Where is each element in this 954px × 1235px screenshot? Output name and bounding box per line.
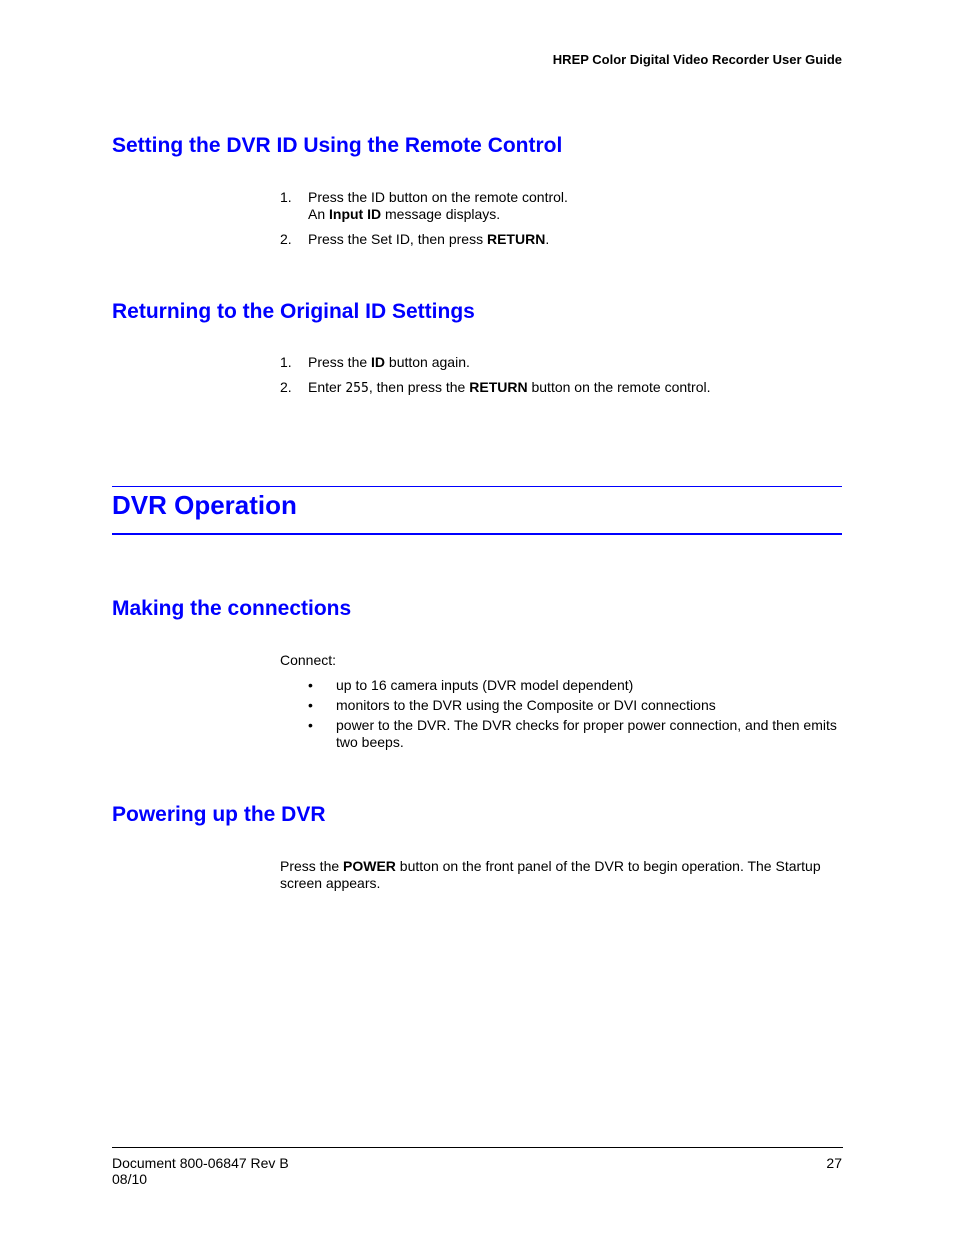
step-number: 2.	[280, 379, 292, 395]
bullet-symbol: •	[308, 717, 313, 733]
step-bold-term: ID	[371, 354, 386, 370]
heading-powering-up: Powering up the DVR	[112, 803, 326, 826]
step-text-part: Press the Set ID, then press	[308, 231, 487, 247]
power-bold-term: POWER	[343, 858, 396, 874]
running-header-title: HREP Color Digital Video Recorder User Guide	[552, 52, 842, 67]
power-text-part: button on the front panel of the DVR to begin operation. The Startup screen appears.	[280, 858, 821, 891]
connections-list	[308, 677, 848, 754]
heading-setting-dvr-id: Setting the DVR ID Using the Remote Control	[112, 134, 563, 157]
step-code-value: 255	[345, 381, 369, 396]
list-item	[308, 717, 848, 751]
list-item-text: power to the DVR. The DVR checks for proper power connection, and then emits two beeps.	[336, 717, 837, 750]
heading-returning-original-id: Returning to the Original ID Settings	[112, 300, 475, 323]
step-item	[280, 379, 710, 397]
step-text-part: Enter	[308, 379, 346, 395]
chapter-rule-top	[112, 486, 842, 487]
footer-document-number: Document 800-06847 Rev B	[112, 1155, 289, 1171]
step-text-part: , then press the	[368, 379, 470, 395]
footer-document-info	[112, 1155, 289, 1187]
footer-page-number: 27	[826, 1155, 842, 1171]
step-text-part: button on the remote control.	[527, 379, 711, 395]
footer-rule	[112, 1147, 843, 1148]
step-text-part: Press the	[308, 354, 372, 370]
step-bold-term: Input ID	[329, 206, 382, 222]
footer-date: 08/10	[112, 1171, 148, 1187]
step-bold-term: RETURN	[469, 379, 528, 395]
list-item-text: up to 16 camera inputs (DVR model dependent)	[336, 677, 634, 693]
power-paragraph	[280, 858, 840, 892]
step-text-part: message displays.	[381, 206, 501, 222]
bullet-symbol: •	[308, 697, 313, 713]
step-bold-term: RETURN	[486, 231, 546, 247]
step-number: 1.	[280, 354, 292, 370]
step-item	[280, 189, 568, 223]
steps-return-id	[280, 354, 710, 405]
list-item-text: monitors to the DVR using the Composite or DVI connections	[336, 697, 716, 713]
step-number: 2.	[280, 231, 292, 247]
step-item	[280, 354, 710, 371]
connections-intro: Connect:	[280, 652, 337, 668]
step-item	[280, 231, 568, 248]
step-text: Press the ID button on the remote control.	[308, 189, 568, 205]
step-text-part: .	[545, 231, 550, 247]
step-text-part: An	[308, 206, 330, 222]
step-text-part: button again.	[385, 354, 470, 370]
power-text-part: Press the	[280, 858, 344, 874]
bullet-symbol: •	[308, 677, 313, 693]
list-item	[308, 677, 848, 694]
heading-making-connections: Making the connections	[112, 597, 352, 620]
list-item	[308, 697, 848, 714]
steps-set-id	[280, 189, 568, 256]
chapter-title: DVR Operation	[112, 490, 297, 520]
chapter-rule-bottom	[112, 533, 842, 535]
step-number: 1.	[280, 189, 292, 205]
